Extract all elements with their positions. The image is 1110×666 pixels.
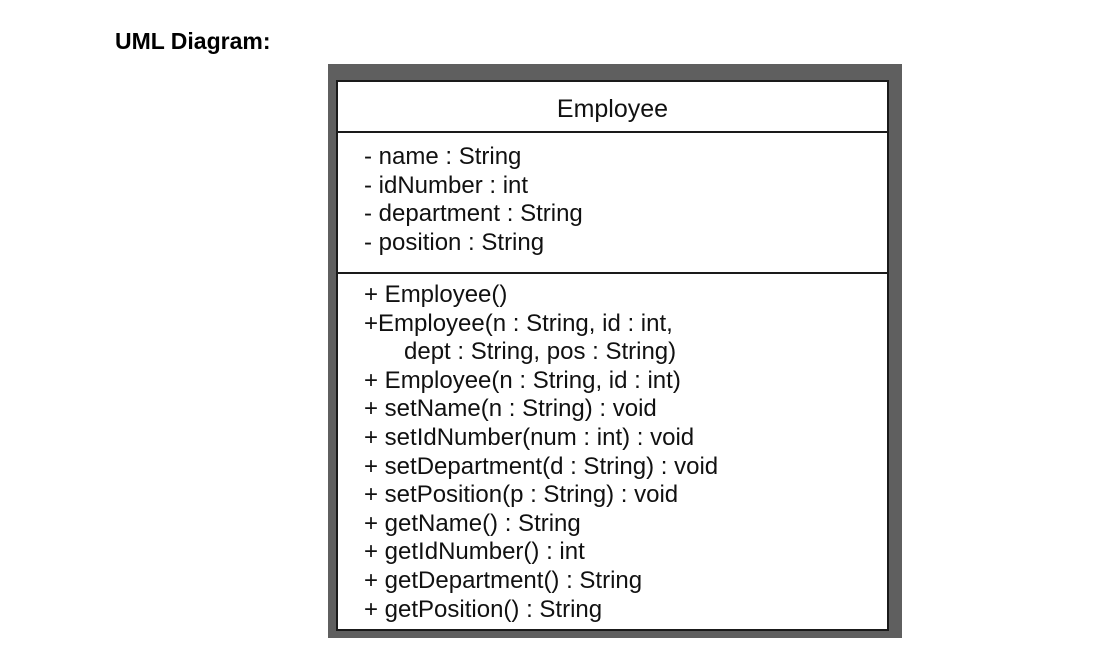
method-line: +Employee(n : String, id : int, — [364, 309, 673, 337]
attribute-line: - department : String — [364, 200, 583, 228]
method-line: + getPosition() : String — [364, 595, 603, 623]
attributes-section — [338, 133, 887, 274]
attribute-line: - name : String — [364, 143, 522, 170]
method-line: + getDepartment() : String — [364, 566, 643, 594]
method-line: + getIdNumber() : int — [364, 538, 585, 566]
method-line: + Employee(n : String, id : int) — [364, 366, 681, 394]
class-name: Employee — [556, 95, 669, 123]
class-name-section — [338, 82, 887, 133]
method-line: + Employee() — [364, 281, 508, 308]
method-line: + setIdNumber(num : int) : void — [364, 423, 695, 451]
method-line: + setPosition(p : String) : void — [364, 481, 679, 509]
attribute-line: - idNumber : int — [364, 171, 529, 199]
methods-section — [338, 274, 887, 629]
method-line: + setName(n : String) : void — [364, 395, 657, 423]
attribute-line: - position : String — [364, 228, 545, 256]
method-line: + getName() : String — [364, 509, 581, 537]
uml-class-box — [336, 80, 889, 631]
diagram-heading: UML Diagram: — [115, 28, 271, 54]
method-line: + setDepartment(d : String) : void — [364, 452, 719, 480]
method-line: dept : String, pos : String) — [364, 338, 677, 366]
